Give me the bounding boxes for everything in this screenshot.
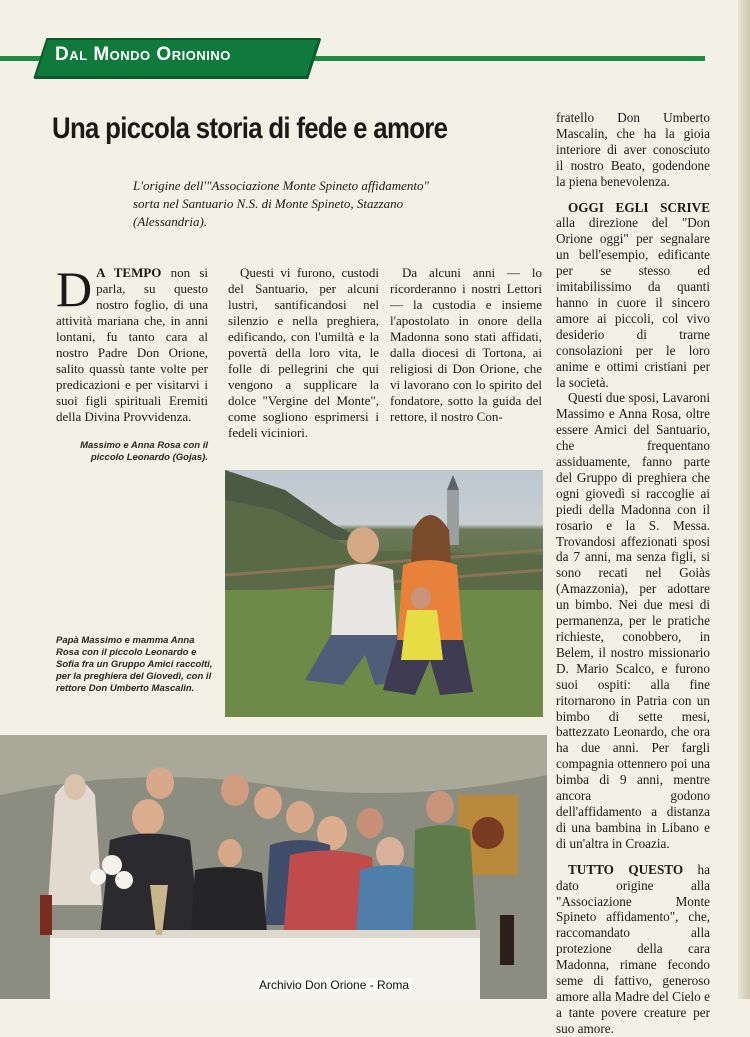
col4-text-2: alla direzione del "Don Orione oggi" per segnalare un bell'esempio, edificante per se stesso ed imitabilissimo da quanti hanno in cuore il sincero amore ai piccoli, col vivo desiderio di trarne consolazioni per le loro anime e ottimi cristiani per la società. <box>556 215 710 390</box>
prayer-group-photo <box>0 735 547 999</box>
col1-lead: A TEMPO <box>96 265 162 280</box>
article-title: Una piccola storia di fede e amore <box>52 112 448 145</box>
page-edge <box>738 0 750 999</box>
col4-paragraph-4 <box>556 862 710 1037</box>
col4-text-4: ha dato origine alla "Associazione Monte Spineto affidamento", che, raccomandato alla protezione della cara Madonna, rimane fecondo seme di fattivo, generoso amore alla Madre del Cielo e a tante povere creature per suo amore. <box>556 861 710 1036</box>
text-column-3 <box>390 265 542 425</box>
family-outdoor-illustration <box>225 470 543 717</box>
archive-watermark: Archivio Don Orione - Roma <box>256 978 412 992</box>
text-column-1 <box>56 261 208 425</box>
text-column-4 <box>556 110 710 1037</box>
col2-paragraph: Questi vi furono, custodi del Santuario, per alcuni lustri, santificandosi nel silenzio e nella preghiera, edificando, con l'umiltà e la povertà della loro vita, le folle di pellegrini che qui vengono a supplicare la dolce "Vergine del Monte", come sogliono esprimersi i fedeli viciniori. <box>228 265 379 440</box>
photo2-caption: Papà Massimo e mamma Anna Rosa con il piccolo Leonardo e Sofia fra un Gruppo Amici raccolti, per la preghiera del Giovedì, con il rettore Don Umberto Mascalin. <box>56 635 213 694</box>
col4-paragraph-2 <box>556 200 710 391</box>
text-column-2 <box>228 265 379 441</box>
drop-cap: D <box>56 261 93 317</box>
col4-lead-2: OGGI EGLI SCRIVE <box>568 199 710 215</box>
family-outdoor-photo <box>225 470 543 717</box>
col1-paragraph <box>56 261 208 425</box>
prayer-group-illustration <box>0 735 547 999</box>
col1-text: non si parla, su questo nostro foglio, di una attività mariana che, in anni lontani, fu tanto cara al nostro Padre Don Orione, salito quassù tante volte per predicazioni e per visitarvi i suoi figli spirituali Eremiti della Divina Provvidenza. <box>56 265 208 424</box>
col3-paragraph: Da alcuni anni — lo ricorderanno i nostri Lettori — la custodia e insieme l'apostolato in onore della Madonna sono stati affidati, dalla diocesi di Tortona, ai religiosi di Don Orione, che vi lavorano con lo spirito del fondatore, sotto la guida del rettore, il nostro Con- <box>390 265 542 424</box>
photo1-caption: Massimo e Anna Rosa con il piccolo Leonardo (Gojas). <box>80 440 208 463</box>
col4-lead-4: TUTTO QUESTO <box>568 861 684 877</box>
col4-paragraph-3: Questi due sposi, Lavaroni Massimo e Anna Rosa, oltre essere Amici del Santuario, che frequentano assiduamente, fanno parte del Gruppo di preghiera che ogni giovedì si raccoglie ai piedi della Madonna con il rosario e la S. Messa. Trovandosi affezionati sposi da 7 anni, ma senza figli, si sono recati nel Goiàs (Amazzonia), per adottare un bimbo. Nei due mesi di permanenza, per le pratiche richieste, conobbero, in Belem, il nostro missionario D. Mario Scalco, e furono suoi ospiti: alla fine ritornarono in Patria con un bimbo di sette mesi, battezzato Leonardo, che ora ha due anni. Per fargli compagnia ottennero poi una bimba di 9 anni, mentre ancora godono dell'affidamento a distanza di una bambina in Libano e di un'altra in Croazia. <box>556 390 710 851</box>
section-label: Dal Mondo Orionino <box>55 44 231 65</box>
col4-paragraph-1: fratello Don Umberto Mascalin, che ha la gioia interiore di aver conosciuto il nostro Beato, godendone la piena benevolenza. <box>556 110 710 189</box>
article-subtitle: L'origine dell'"Associazione Monte Spineto affidamento" sorta nel Santuario N.S. di Monte Spineto, Stazzano (Alessandria). <box>133 178 429 229</box>
